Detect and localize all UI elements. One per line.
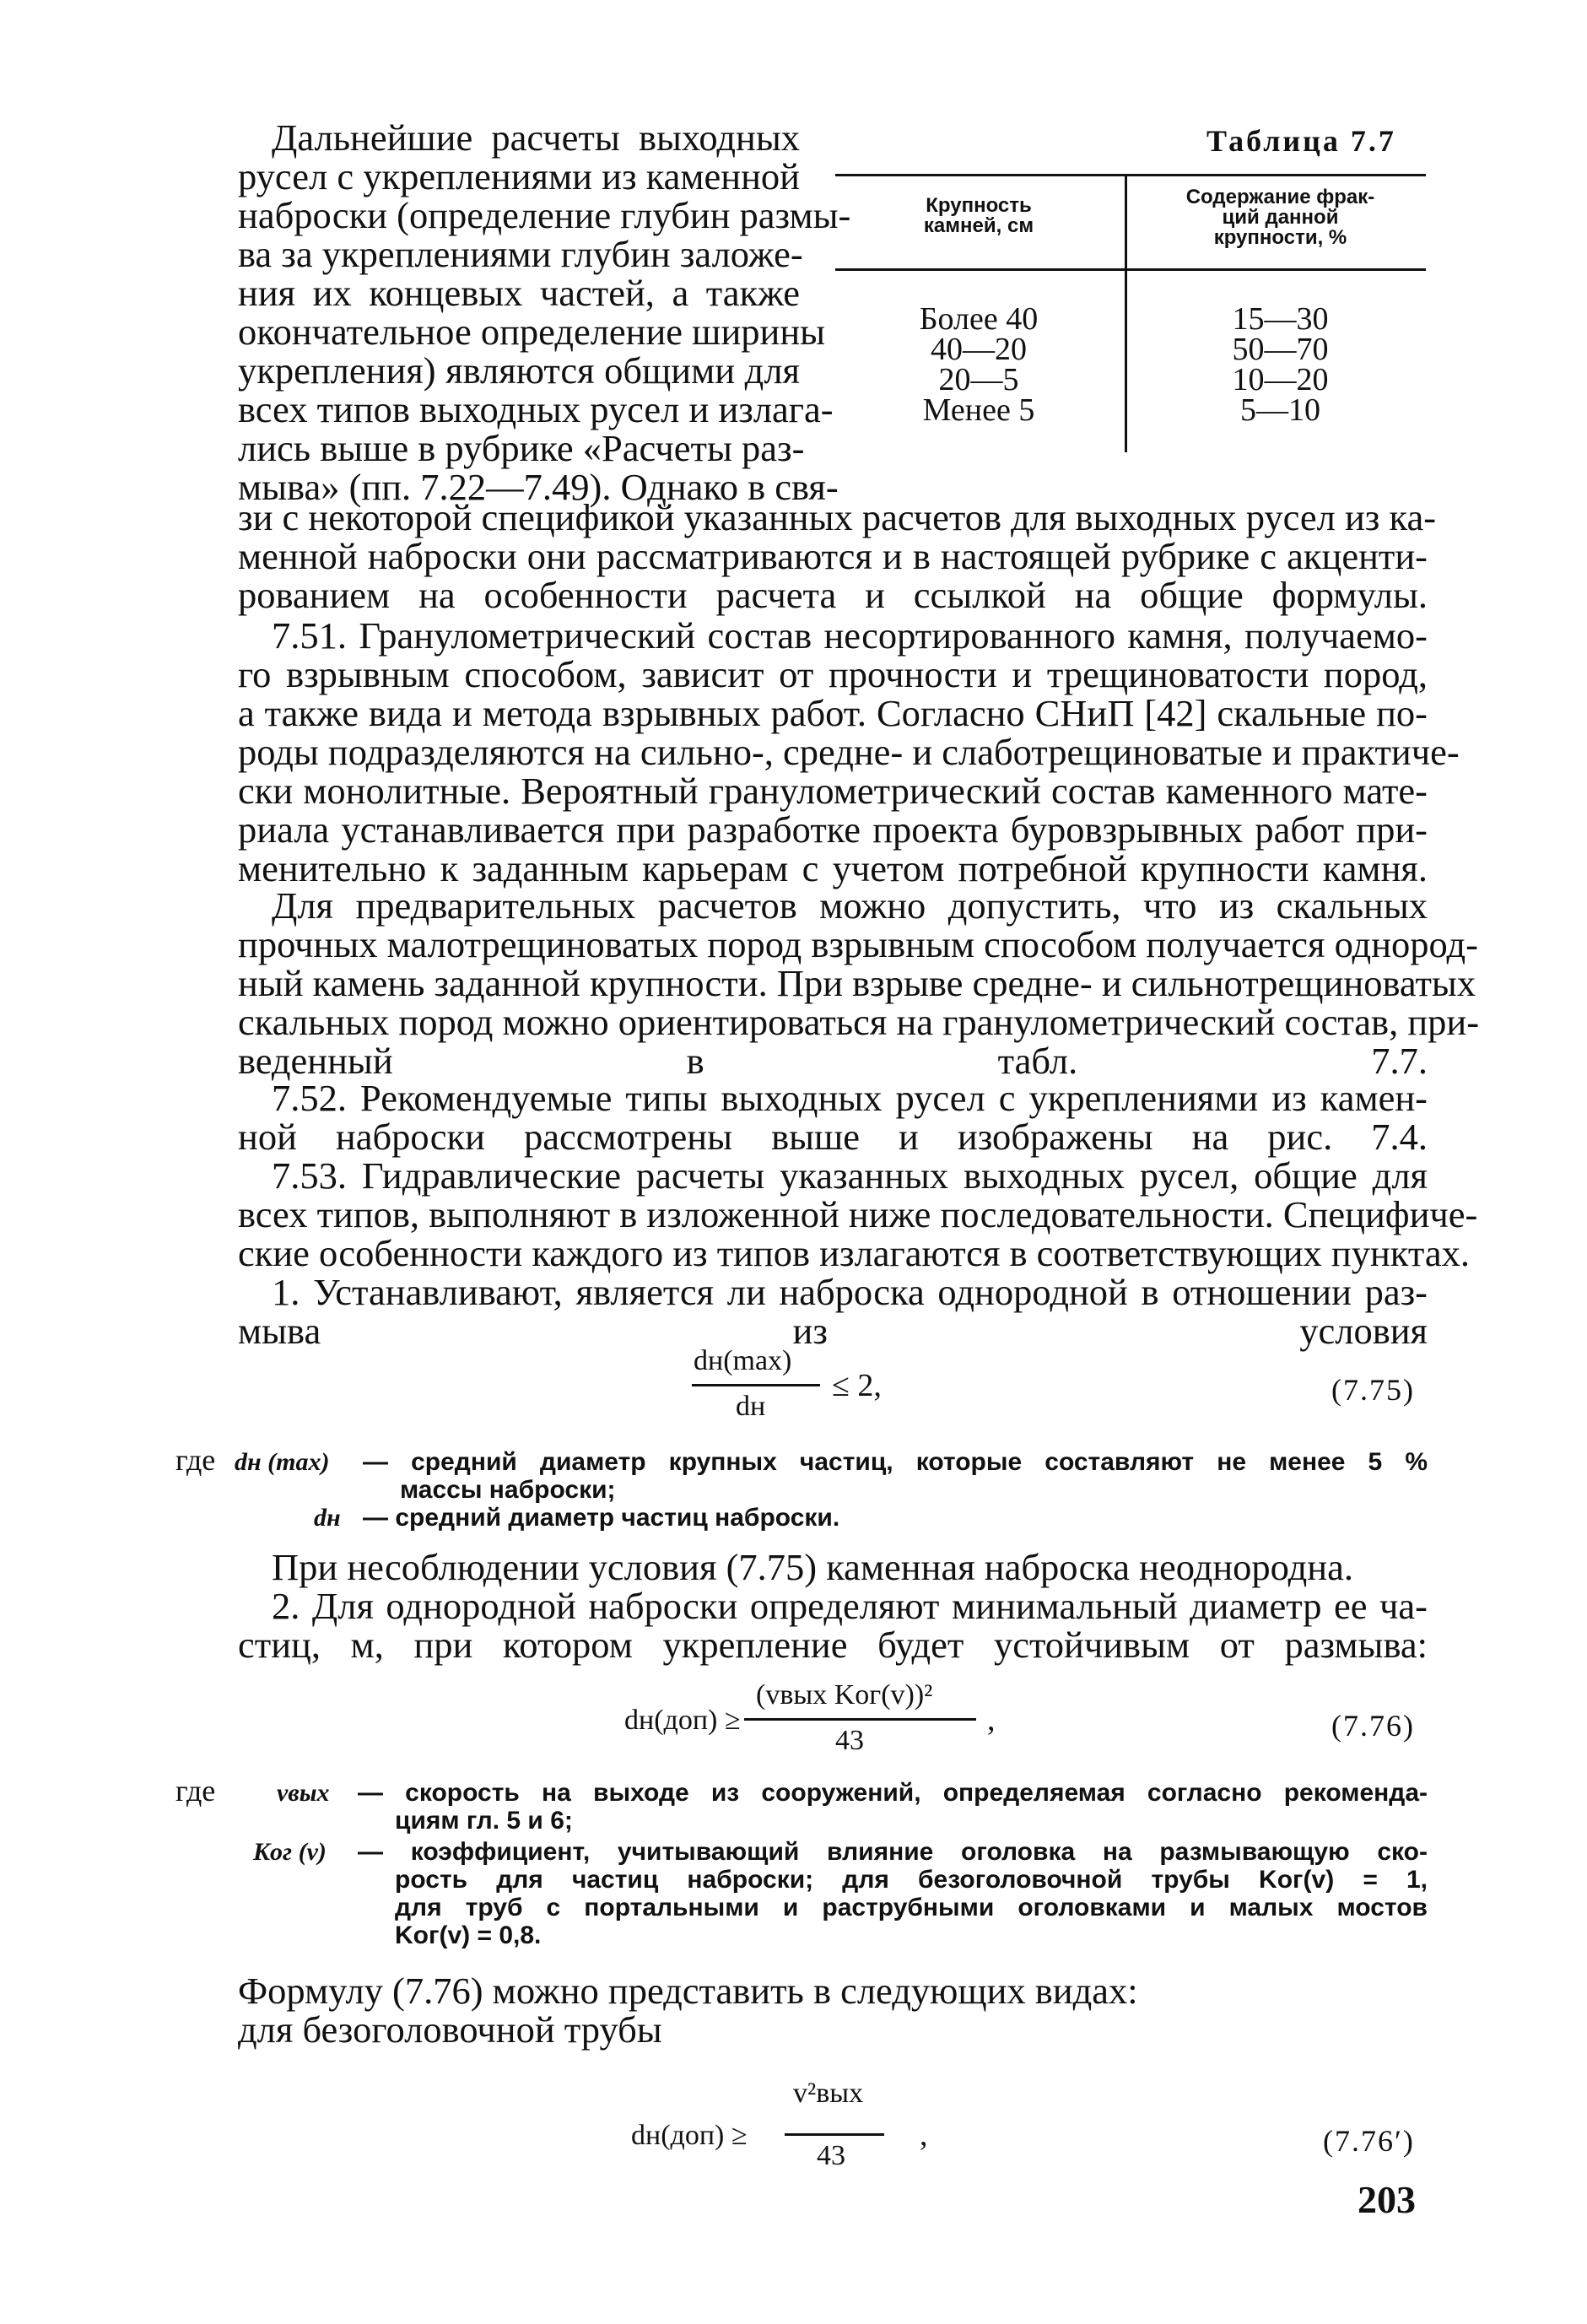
text-line: ный камень заданной крупности. При взрыве средне- и сильнотрещиноватых [238, 962, 1476, 1004]
table-cell: 10—20 [1232, 362, 1329, 397]
table-column-divider [1125, 174, 1127, 452]
text-line: 1. Устанавливают, является ли наброска однородной в отношении раз- [272, 1271, 1428, 1313]
text-line: ния их концевых частей, а также [238, 272, 800, 314]
text-line: всех типов, выполняют в изложенной ниже последовательности. Специфиче- [238, 1193, 1478, 1235]
text-line: веденный в табл. 7.7. [238, 1040, 1428, 1082]
where-word: где [175, 1443, 216, 1477]
where-word: где [175, 1774, 216, 1808]
text-line: 2. Для однородной наброски определяют минимальный диаметр ее ча- [272, 1585, 1428, 1627]
fraction-denominator: dн [736, 1391, 766, 1422]
text-line: — скорость на выходе из сооружений, определяемая согласно рекоменда- [358, 1779, 1428, 1807]
paragraph-7-52 [238, 1078, 1428, 1156]
text-line: 7.51. Гранулометрический состав несортированного камня, получаемо- [272, 614, 1428, 657]
text-line: русел с укреплениями из каменной [238, 155, 800, 197]
table-header-rule [835, 268, 1426, 271]
text-line: — коэффициент, учитывающий влияние оголовка на размывающую ско- [358, 1838, 1428, 1866]
equation-relation: ≤ 2, [832, 1368, 882, 1403]
legend-symbol: Kог (v) [253, 1838, 327, 1866]
text-line: При несоблюдении условия (7.75) каменная наброска неоднородна. [272, 1546, 1353, 1588]
text-line: зи с некоторой спецификой указанных расчетов для выходных русел из ка- [238, 496, 1437, 538]
text-line: для безоголовочной трубы [238, 2008, 662, 2051]
text-line: 7.53. Гидравлические расчеты указанных выходных русел, общие для [272, 1154, 1428, 1197]
text-line: стиц, м, при котором укрепление будет устойчивым от размыва: [238, 1624, 1428, 1666]
table-cell: 20—5 [938, 362, 1019, 397]
table-header-content [1135, 187, 1426, 248]
text-line: наброски (определение глубин размы- [238, 194, 851, 236]
header-line: Содержание фрак- [1185, 186, 1375, 208]
text-line: 7.52. Рекомендуемые типы выходных русел с укреплениями из камен- [272, 1077, 1428, 1119]
text-line: Дальнейшие расчеты выходных [272, 116, 800, 159]
text-line: ной наброски рассмотрены выше и изображены на рис. 7.4. [238, 1116, 1428, 1158]
equation-tail: , [987, 1702, 996, 1738]
header-line: крупности, % [1213, 226, 1347, 249]
legend-symbol: dн (max) [235, 1448, 330, 1476]
text-line: го взрывным способом, зависит от прочности и трещиноватости пород, [238, 653, 1428, 695]
paragraph-7-51 [238, 614, 1460, 889]
text-line: — средний диаметр частиц наброски. [363, 1504, 840, 1532]
header-line: камней, см [923, 214, 1034, 237]
text-line: а также вида и метода взрывных работ. Согласно СНиП [42] скальные по- [238, 692, 1428, 734]
paragraph-forms [238, 1971, 1428, 2049]
table-cell: Более 40 [919, 301, 1039, 337]
text-line: роды подразделяются на сильно-, средне- и слаботрещиноватые и практиче- [238, 731, 1460, 773]
text-line: окончательное определение ширины [238, 311, 826, 353]
equation-number: (7.76) [1331, 1709, 1415, 1743]
table-cell: 50—70 [1232, 332, 1329, 367]
equation-lhs: dн(доп) ≥ [624, 1705, 741, 1736]
step-1 [238, 1273, 1428, 1350]
text-line: всех типов выходных русел и излага- [238, 388, 834, 430]
legend-symbol: vвых [277, 1779, 330, 1807]
text-line: риала устанавливается при разработке проекта буровзрывных работ при- [238, 808, 1428, 851]
table-header-size [844, 196, 1114, 236]
fraction-bar [744, 1718, 976, 1721]
legend-definition [358, 1779, 1428, 1835]
text-line: ва за укреплениями глубин заложе- [238, 233, 803, 275]
text-line: менной наброски они рассматриваются и в настоящей рубрике с акценти- [238, 535, 1428, 577]
paragraph-7-53 [238, 1154, 1478, 1274]
paragraph-nonuniform [238, 1548, 1428, 1586]
text-line: Для предварительных расчетов можно допустить, что из скальных [272, 884, 1428, 927]
intro-paragraph-continued [238, 496, 1437, 616]
fraction-bar [692, 1384, 820, 1386]
legend-definition [363, 1504, 839, 1532]
text-line: ски монолитные. Вероятный гранулометрический состав каменного мате- [238, 770, 1428, 812]
text-line: прочных малотрещиноватых пород взрывным способом получается однород- [238, 923, 1478, 965]
fraction-denominator: 43 [835, 1725, 864, 1756]
text-line: укрепления) являются общими для [238, 349, 800, 392]
step-2 [238, 1586, 1428, 1664]
text-line: циям гл. 5 и 6; [395, 1807, 573, 1835]
text-line: мыва из условия [238, 1310, 1428, 1352]
table-cell: 40—20 [931, 332, 1027, 367]
fraction-numerator: (vвых Kог(v))² [756, 1679, 933, 1711]
table-top-rule [835, 174, 1426, 176]
equation-number: (7.75) [1331, 1373, 1415, 1407]
table-caption: Таблица 7.7 [1206, 124, 1396, 158]
text-line: лись выше в рубрике «Расчеты раз- [238, 427, 805, 469]
text-line: рованием на особенности расчета и ссылкой на общие формулы. [238, 574, 1428, 616]
fraction-denominator: 43 [817, 2140, 845, 2171]
fraction-numerator: dн(max) [694, 1345, 792, 1376]
table-cell: 5—10 [1240, 392, 1320, 428]
table-cell: Менее 5 [922, 392, 1035, 428]
header-line: Крупность [926, 194, 1032, 217]
paragraph-preliminary [238, 884, 1480, 1082]
text-line: мыва» (пп. 7.22—7.49). Однако в свя- [238, 466, 839, 508]
legend-definition [363, 1448, 1428, 1504]
legend-symbol: dн [314, 1504, 341, 1532]
equation-number: (7.76′) [1323, 2124, 1415, 2158]
legend-definition [358, 1838, 1428, 1949]
text-line: массы наброски; [400, 1476, 616, 1504]
text-line: Kог(v) = 0,8. [395, 1921, 542, 1949]
equation-tail: , [920, 2117, 928, 2153]
text-line: ские особенности каждого из типов излагаются в соответствующих пунктах. [238, 1232, 1470, 1274]
header-line: ций данной [1222, 206, 1339, 229]
table-cell: 15—30 [1232, 301, 1329, 337]
text-line: для труб с портальными и раструбными оголовками и малых мостов [395, 1894, 1428, 1921]
text-line: — средний диаметр крупных частиц, которые составляют не менее 5 % [363, 1448, 1428, 1476]
text-line: рость для частиц наброски; для безоголовочной трубы Kог(v) = 1, [395, 1866, 1428, 1894]
text-line: скальных пород можно ориентироваться на гранулометрический состав, при- [238, 1001, 1480, 1043]
fraction-bar [785, 2133, 884, 2136]
text-line: Формулу (7.76) можно представить в следующих видах: [238, 1970, 1138, 2012]
equation-lhs: dн(доп) ≥ [631, 2120, 748, 2151]
text-line: менительно к заданным карьерам с учетом потребной крупности камня. [238, 847, 1428, 889]
intro-paragraph [238, 116, 851, 508]
fraction-numerator: v²вых [793, 2078, 864, 2109]
page-number: 203 [1358, 2178, 1416, 2221]
